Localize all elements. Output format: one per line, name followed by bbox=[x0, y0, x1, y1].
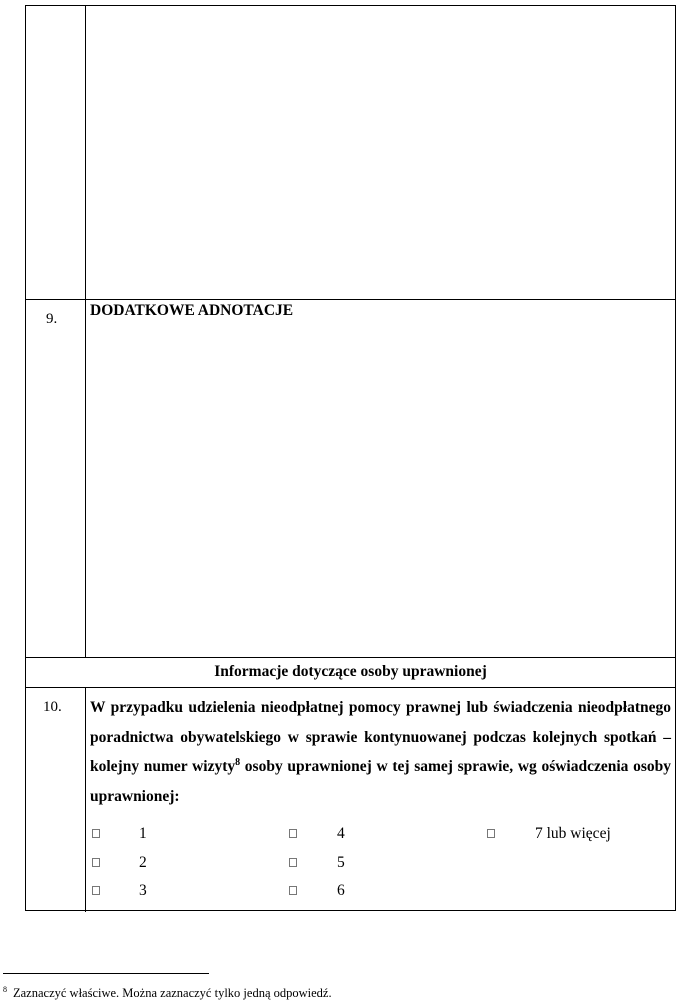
option-1-label: 1 bbox=[139, 825, 147, 842]
section-9-number: 9. bbox=[46, 311, 58, 327]
option-7-label: 7 lub więcej bbox=[535, 825, 611, 842]
section-10-text-before: W przypadku udzielenia nieodpłatnej pomocy prawnej lub świadczenia nieodpłatnego poradnictwa obywatelskiego w sprawie kontynuowanej podczas kolejnych spotkań – kolejny numer wizyty bbox=[90, 699, 671, 775]
option-4-label: 4 bbox=[337, 825, 345, 842]
checkbox-1[interactable] bbox=[92, 829, 100, 838]
footnote-ref: 8 bbox=[235, 757, 241, 768]
checkbox-2[interactable] bbox=[92, 858, 100, 867]
checkbox-6[interactable] bbox=[289, 886, 297, 895]
option-3-label: 3 bbox=[139, 882, 147, 899]
section-10-text-after: osoby uprawnionej w tej samej sprawie, wg oświadczenia osoby uprawnionej: bbox=[90, 758, 671, 805]
checkbox-7-or-more[interactable] bbox=[487, 829, 495, 838]
footnote bbox=[3, 985, 332, 1001]
info-header: Informacje dotyczące osoby uprawnionej bbox=[214, 663, 487, 680]
option-6-label: 6 bbox=[337, 882, 345, 899]
option-2-label: 2 bbox=[139, 854, 147, 871]
footnote-text: Zaznaczyć właściwe. Można zaznaczyć tylko jedną odpowiedź. bbox=[13, 986, 332, 1000]
annotations-field[interactable] bbox=[86, 326, 675, 656]
row-divider bbox=[26, 299, 675, 300]
form-table bbox=[25, 5, 676, 911]
row-divider bbox=[26, 687, 675, 688]
checkbox-3[interactable] bbox=[92, 886, 100, 895]
column-divider-bottom bbox=[85, 687, 86, 912]
footnote-separator bbox=[3, 973, 209, 974]
section-10-text bbox=[90, 693, 671, 811]
section-9-title: DODATKOWE ADNOTACJE bbox=[90, 302, 294, 319]
checkbox-4[interactable] bbox=[289, 829, 297, 838]
section-10-number: 10. bbox=[43, 699, 62, 715]
checkbox-5[interactable] bbox=[289, 858, 297, 867]
footnote-mark: 8 bbox=[3, 985, 7, 994]
option-5-label: 5 bbox=[337, 854, 345, 871]
